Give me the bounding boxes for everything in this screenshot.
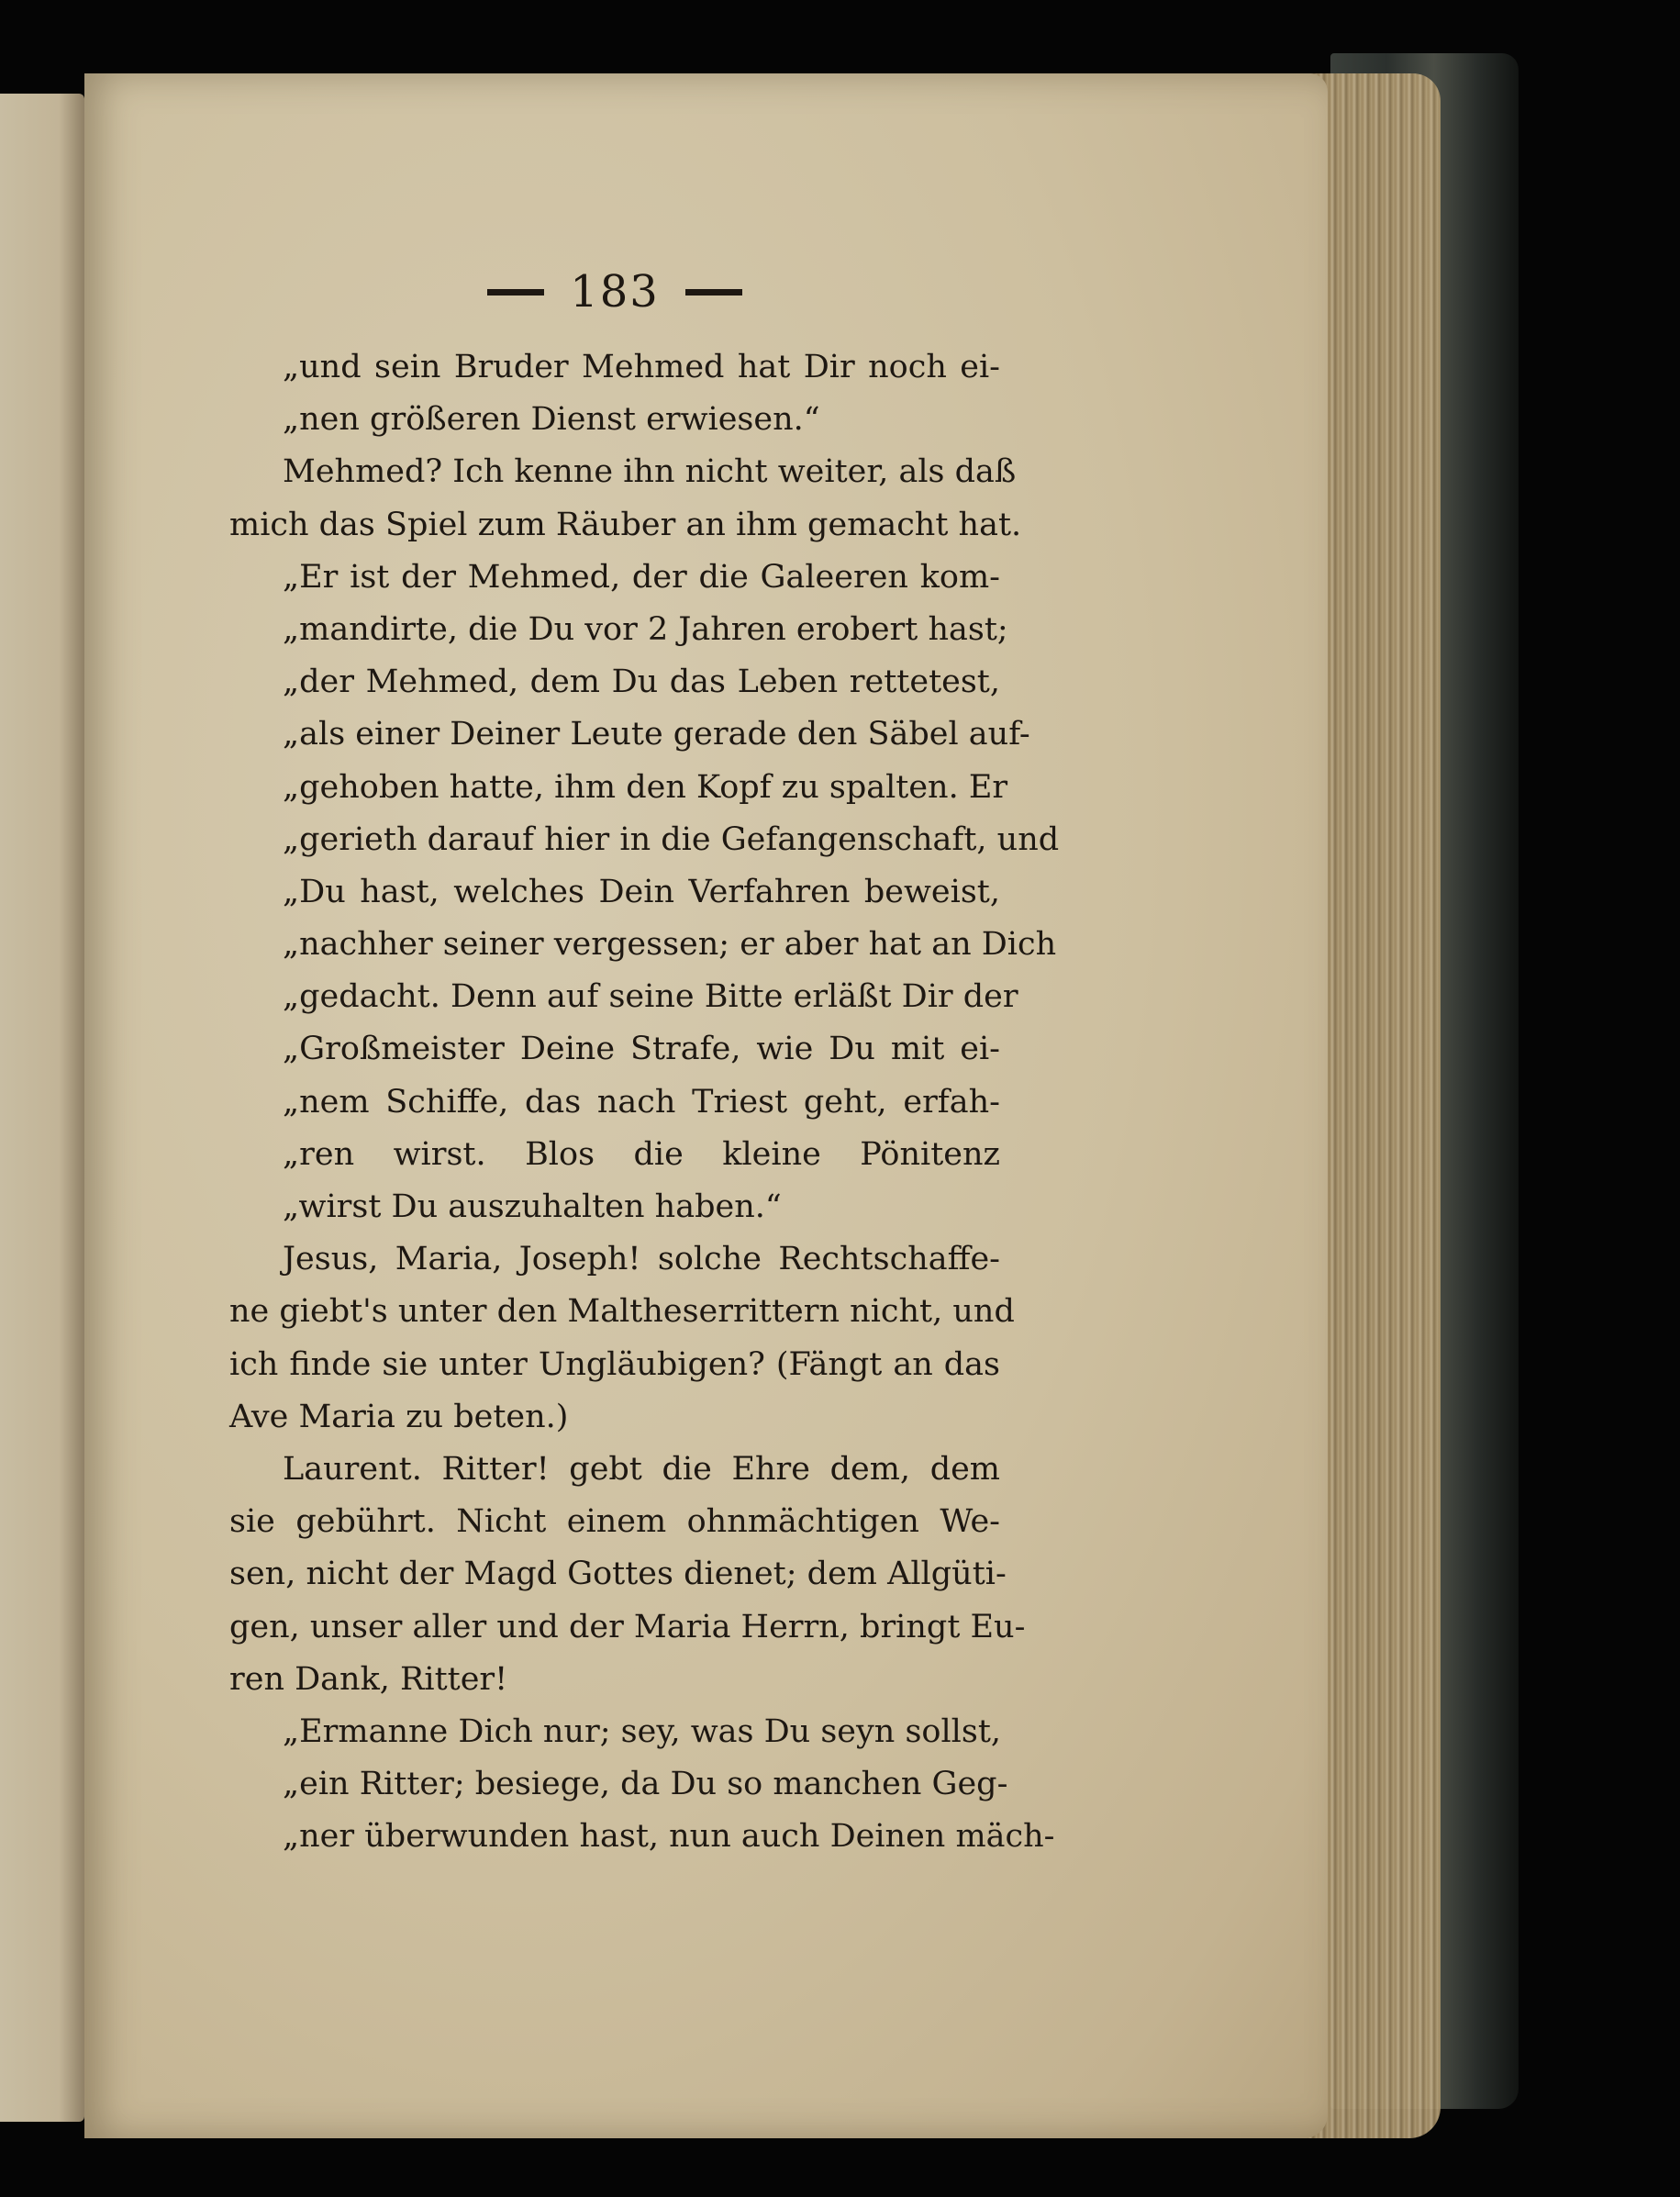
- page-header: [477, 255, 752, 329]
- text-line: „mandirte, die Du vor 2 Jahren erobert hast;: [283, 610, 1008, 648]
- body-text: [229, 341, 1060, 1863]
- text-line: „nen größeren Dienst erwiesen.“: [283, 401, 820, 439]
- text-line: „Großmeister Deine Strafe, wie Du mit ei-: [283, 1031, 1000, 1068]
- text-line: Jesus, Maria, Joseph! solche Rechtschaffe-: [283, 1241, 1000, 1278]
- text-line: „gerieth darauf hier in die Gefangenschaft, und: [283, 820, 1060, 858]
- text-line: „gedacht. Denn auf seine Bitte erläßt Dir der: [283, 978, 1018, 1016]
- text-line: Ave Maria zu beten.): [229, 1398, 569, 1435]
- text-line: „Er ist der Mehmed, der die Galeeren kom-: [283, 558, 1000, 596]
- text-line: „der Mehmed, dem Du das Leben rettetest,: [283, 664, 1000, 701]
- text-line: mich das Spiel zum Räuber an ihm gemacht hat.: [229, 506, 1022, 543]
- text-line: gen, unser aller und der Maria Herrn, bringt Eu-: [229, 1608, 1026, 1645]
- text-line: „nem Schiffe, das nach Triest geht, erfah-: [283, 1083, 1000, 1121]
- text-line: ren Dank, Ritter!: [229, 1660, 508, 1698]
- text-line: „ein Ritter; besiege, da Du so manchen Geg-: [283, 1766, 1008, 1803]
- text-line: Laurent. Ritter! gebt die Ehre dem, dem: [283, 1450, 1000, 1488]
- text-line: „gehoben hatte, ihm den Kopf zu spalten. Er: [283, 768, 1008, 806]
- text-line: „wirst Du auszuhalten haben.“: [283, 1188, 782, 1225]
- text-line: „ner überwunden hast, nun auch Deinen mäch-: [283, 1818, 1055, 1856]
- header-dash-right: [685, 289, 742, 296]
- page-number: 183: [570, 266, 660, 318]
- text-line: „Ermanne Dich nur; sey, was Du seyn sollst,: [283, 1712, 1002, 1750]
- text-line: „als einer Deiner Leute gerade den Säbel auf-: [283, 716, 1030, 753]
- text-line: ich finde sie unter Ungläubigen? (Fängt an das: [229, 1345, 1000, 1383]
- header-dash-left: [487, 289, 544, 296]
- text-line: „nachher seiner vergessen; er aber hat an Dich: [283, 926, 1057, 964]
- facing-page-edge: [0, 94, 84, 2122]
- text-line: „ren wirst. Blos die kleine Pönitenz: [283, 1135, 1000, 1173]
- text-line: sie gebührt. Nicht einem ohnmächtigen We-: [229, 1503, 1000, 1541]
- text-line: Mehmed? Ich kenne ihn nicht weiter, als daß: [283, 453, 1017, 491]
- text-line: sen, nicht der Magd Gottes dienet; dem Allgüti-: [229, 1556, 1007, 1593]
- text-line: ne giebt's unter den Maltheserrittern nicht, und: [229, 1293, 1015, 1331]
- text-line: „und sein Bruder Mehmed hat Dir noch ei-: [283, 349, 1000, 385]
- text-line: „Du hast, welches Dein Verfahren beweist,: [283, 873, 1000, 910]
